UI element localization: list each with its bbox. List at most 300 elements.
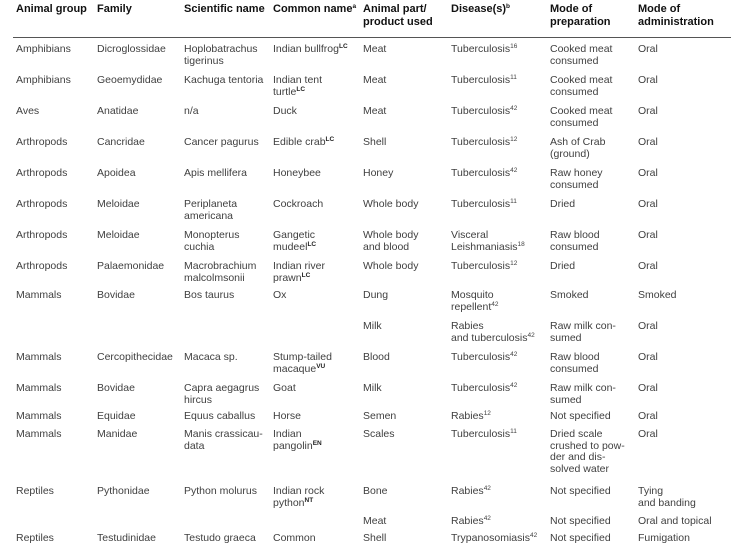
- cell-line: Mammals: [16, 289, 62, 301]
- cell-line: cuchia: [184, 240, 215, 253]
- cell-line: Oral: [638, 382, 658, 394]
- cell-mode-of-administration: [638, 230, 658, 242]
- cell-line: Smoked: [550, 289, 589, 301]
- cell-line: Periplaneta: [184, 198, 238, 210]
- cell-animal-part: [363, 516, 386, 528]
- footnote-marker: 11: [510, 198, 517, 205]
- cell-diseases: [451, 199, 517, 211]
- cell-mode-of-administration: [638, 290, 677, 302]
- cell-line: Goat: [273, 382, 296, 394]
- cell-line: Hoplobatrachus: [184, 43, 258, 55]
- cell-animal-group: [16, 533, 54, 545]
- cell-line: Tuberculosis: [451, 105, 511, 117]
- cell-mode-of-administration: [638, 106, 658, 118]
- footnote-marker: 18: [517, 240, 525, 248]
- cell-diseases: [451, 429, 517, 441]
- cell-line: Anatidae: [97, 105, 139, 117]
- footnote-marker: NT: [304, 496, 314, 504]
- cell-mode-of-preparation: [550, 516, 611, 528]
- cell-animal-part: [363, 321, 382, 333]
- cell-family: [97, 168, 136, 180]
- cell-line: Tuberculosis: [451, 428, 511, 440]
- header-family: Family: [97, 3, 132, 15]
- cell-line: Edible crab: [273, 136, 326, 148]
- cell-family: [97, 533, 156, 545]
- cell-line: python: [273, 496, 305, 509]
- cell-line: consumed: [550, 85, 599, 98]
- cell-line: Tuberculosis: [451, 167, 511, 179]
- cell-family: [97, 137, 145, 149]
- cell-line: Indian river: [273, 260, 325, 272]
- cell-line: Dung: [363, 289, 389, 301]
- cell-family: [97, 486, 150, 498]
- cell-diseases: [451, 261, 517, 273]
- cell-line: Raw milk con-: [550, 320, 616, 332]
- cell-mode-of-preparation: [550, 168, 603, 191]
- footnote-marker: 12: [510, 136, 518, 143]
- cell-line: americana: [184, 209, 234, 222]
- cell-line: malcolmsonii: [184, 271, 245, 284]
- cell-animal-group: [16, 411, 62, 423]
- cell-line: repellent: [451, 300, 492, 313]
- cell-line: Semen: [363, 410, 397, 422]
- cell-line: Meat: [363, 74, 387, 86]
- cell-common-name: [273, 486, 324, 509]
- cell-line: Shell: [363, 136, 387, 148]
- cell-mode-of-administration: [638, 168, 658, 180]
- cell-line: Rabies: [451, 410, 484, 422]
- footnote-marker: 12: [483, 410, 491, 417]
- cell-line: Arthropods: [16, 198, 68, 210]
- cell-line: Indian bullfrog: [273, 43, 339, 55]
- cell-common-name: [273, 383, 296, 395]
- cell-line: Oral: [638, 320, 658, 332]
- cell-line: Tuberculosis: [451, 136, 511, 148]
- cell-line: (ground): [550, 147, 590, 160]
- cell-mode-of-administration: [638, 533, 690, 545]
- footnote-marker: LC: [296, 85, 306, 93]
- cell-scientific-name: [184, 533, 256, 545]
- cell-animal-part: [363, 429, 395, 441]
- cell-mode-of-administration: [638, 137, 658, 149]
- cell-line: Meloidae: [97, 198, 140, 210]
- cell-line: Cooked meat: [550, 105, 613, 117]
- cell-family: [97, 383, 135, 395]
- cell-common-name: [273, 106, 297, 118]
- cell-mode-of-preparation: [550, 533, 611, 545]
- cell-line: Mosquito: [451, 289, 494, 301]
- cell-line: Manis crassicau-: [184, 428, 263, 440]
- cell-animal-group: [16, 429, 62, 441]
- cell-line: Meat: [363, 43, 387, 55]
- cell-scientific-name: [184, 383, 259, 406]
- cell-scientific-name: [184, 75, 263, 87]
- footnote-marker: LC: [325, 136, 335, 143]
- cell-family: [97, 230, 140, 242]
- cell-line: solved water: [550, 462, 609, 475]
- cell-family: [97, 199, 140, 211]
- cell-line: macaque: [273, 362, 317, 375]
- cell-line: Milk: [363, 320, 382, 332]
- cell-line: Raw blood: [550, 351, 600, 363]
- footnote-marker: LC: [301, 271, 311, 279]
- cell-line: hircus: [184, 393, 213, 406]
- cell-diseases: [451, 533, 537, 545]
- cell-line: Monopterus: [184, 229, 240, 241]
- cell-line: Tuberculosis: [451, 351, 511, 363]
- cell-mode-of-preparation: [550, 261, 575, 273]
- cell-line: Rabies: [451, 515, 484, 527]
- cell-line: Tuberculosis: [451, 382, 511, 394]
- cell-line: Tuberculosis: [451, 43, 511, 55]
- footnote-marker: 42: [527, 331, 535, 339]
- cell-line: Meat: [363, 105, 387, 117]
- cell-line: Oral: [638, 167, 658, 179]
- cell-line: Testudo graeca: [184, 532, 256, 544]
- cell-line: tigerinus: [184, 54, 224, 67]
- cell-animal-part: [363, 486, 388, 498]
- cell-common-name: [273, 261, 325, 284]
- cell-mode-of-administration: [638, 411, 658, 423]
- cell-animal-part: [363, 383, 382, 395]
- cell-line: Ox: [273, 289, 287, 301]
- cell-line: Shell: [363, 532, 387, 544]
- cell-animal-group: [16, 199, 67, 211]
- cell-line: Capra aegagrus: [184, 382, 260, 394]
- header-rule: [13, 37, 731, 38]
- cell-animal-part: [363, 137, 386, 149]
- cell-line: consumed: [550, 116, 599, 129]
- cell-line: turtle: [273, 85, 297, 98]
- header-diseases: $Disease(s)^b$: [451, 3, 511, 15]
- cell-line: Reptiles: [16, 532, 54, 544]
- cell-line: Stump-tailed: [273, 351, 332, 363]
- cell-common-name: [273, 230, 316, 253]
- cell-line: Indian rock: [273, 485, 325, 497]
- cell-scientific-name: [184, 199, 237, 222]
- cell-line: Not specified: [550, 532, 611, 544]
- cell-animal-part: [363, 44, 386, 56]
- cell-animal-group: [16, 75, 71, 87]
- cell-line: Horse: [273, 410, 302, 422]
- footnote-marker: 42: [491, 300, 499, 308]
- footnote-marker: 11: [510, 428, 517, 435]
- cell-line: Visceral: [451, 229, 489, 241]
- cell-line: Meat: [363, 515, 387, 527]
- cell-diseases: [451, 486, 491, 498]
- cell-line: Reptiles: [16, 485, 54, 497]
- cell-diseases: [451, 383, 517, 395]
- cell-diseases: [451, 290, 499, 313]
- cell-family: [97, 429, 137, 441]
- cell-line: Oral: [638, 105, 658, 117]
- cell-line: Cooked meat: [550, 43, 613, 55]
- cell-line: Cockroach: [273, 198, 324, 210]
- cell-mode-of-preparation: [550, 290, 589, 302]
- cell-line: Indian: [273, 428, 302, 440]
- cell-line: and tuberculosis: [451, 331, 528, 344]
- cell-line: Oral and topical: [638, 515, 712, 527]
- cell-scientific-name: [184, 44, 258, 67]
- cell-mode-of-administration: [638, 516, 712, 528]
- cell-animal-part: [363, 199, 418, 211]
- footnote-marker: 11: [510, 74, 517, 81]
- footnote-marker: EN: [312, 439, 322, 447]
- cell-mode-of-preparation: [550, 75, 612, 98]
- cell-line: consumed: [550, 240, 599, 253]
- cell-line: consumed: [550, 54, 599, 67]
- cell-animal-group: [16, 290, 62, 302]
- cell-line: Bos taurus: [184, 289, 235, 301]
- cell-line: Ash of Crab: [550, 136, 606, 148]
- cell-line: Aves: [16, 105, 40, 117]
- cell-line: consumed: [550, 362, 599, 375]
- cell-common-name: [273, 411, 301, 423]
- cell-line: Manidae: [97, 428, 138, 440]
- cell-mode-of-administration: [638, 321, 658, 333]
- footnote-marker: 12: [510, 260, 518, 267]
- cell-line: Amphibians: [16, 43, 71, 55]
- cell-common-name: [273, 44, 348, 56]
- cell-diseases: [451, 230, 525, 253]
- cell-animal-group: [16, 106, 39, 118]
- cell-line: Bovidae: [97, 382, 135, 394]
- cell-diseases: [451, 321, 535, 344]
- footnote-marker: 42: [510, 382, 518, 389]
- cell-mode-of-preparation: [550, 429, 625, 475]
- cell-line: Dried: [550, 260, 576, 272]
- cell-scientific-name: [184, 137, 259, 149]
- cell-family: [97, 75, 162, 87]
- cell-line: Mammals: [16, 410, 62, 422]
- cell-common-name: [273, 429, 322, 452]
- cell-animal-part: [363, 533, 386, 545]
- cell-line: Smoked: [638, 289, 677, 301]
- cell-line: Macrobrachium: [184, 260, 257, 272]
- cell-line: Fumigation: [638, 532, 690, 544]
- cell-animal-group: [16, 261, 67, 273]
- cell-diseases: [451, 168, 517, 180]
- cell-family: [97, 290, 135, 302]
- cell-mode-of-preparation: [550, 199, 575, 211]
- cell-line: Bovidae: [97, 289, 135, 301]
- cell-line: Macaca sp.: [184, 351, 238, 363]
- cell-mode-of-preparation: [550, 411, 611, 423]
- cell-mode-of-preparation: [550, 352, 600, 375]
- cell-line: Cooked meat: [550, 74, 613, 86]
- table-header: [0, 0, 740, 36]
- cell-common-name: [273, 75, 322, 98]
- cell-animal-part: [363, 290, 388, 302]
- cell-line: Oral: [638, 410, 658, 422]
- cell-line: Dicroglossidae: [97, 43, 166, 55]
- cell-line: Oral: [638, 229, 658, 241]
- cell-mode-of-preparation: [550, 321, 616, 344]
- cell-common-name: [273, 137, 334, 149]
- cell-line: Equus caballus: [184, 410, 256, 422]
- cell-line: Not specified: [550, 515, 611, 527]
- footnote-marker: 42: [529, 532, 538, 539]
- cell-line: Equidae: [97, 410, 136, 422]
- cell-line: Honey: [363, 167, 394, 179]
- cell-line: Not specified: [550, 485, 611, 497]
- footnote-marker: LC: [338, 43, 348, 50]
- cell-animal-part: [363, 75, 386, 87]
- cell-line: Oral: [638, 428, 658, 440]
- cell-diseases: [451, 411, 491, 423]
- header-scientific-name: Scientific name: [184, 3, 265, 15]
- cell-diseases: [451, 106, 517, 118]
- cell-line: Tying: [638, 485, 664, 497]
- cell-line: data: [184, 439, 205, 452]
- cell-line: der and dis-: [550, 451, 606, 463]
- cell-line: Rabies: [451, 485, 484, 497]
- header-animal-group: Animal group: [16, 3, 87, 15]
- cell-line: Raw milk con-: [550, 382, 616, 394]
- cell-diseases: [451, 75, 517, 87]
- cell-line: Bone: [363, 485, 388, 497]
- cell-line: Gangetic: [273, 229, 316, 241]
- cell-line: Mammals: [16, 351, 62, 363]
- cell-line: pangolin: [273, 439, 313, 452]
- cell-diseases: [451, 44, 517, 56]
- cell-line: Mammals: [16, 382, 62, 394]
- footnote-marker: 42: [483, 515, 491, 522]
- cell-animal-group: [16, 352, 62, 364]
- cell-line: Mammals: [16, 428, 62, 440]
- cell-line: Honeybee: [273, 167, 321, 179]
- cell-line: Dried: [550, 198, 576, 210]
- cell-mode-of-preparation: [550, 230, 600, 253]
- cell-animal-group: [16, 137, 67, 149]
- cell-scientific-name: [184, 106, 199, 118]
- cell-scientific-name: [184, 168, 247, 180]
- cell-mode-of-administration: [638, 199, 658, 211]
- cell-line: Geoemydidae: [97, 74, 163, 86]
- footnote-marker: 42: [483, 485, 491, 492]
- cell-mode-of-preparation: [550, 44, 612, 67]
- cell-scientific-name: [184, 261, 256, 284]
- cell-line: Kachuga tentoria: [184, 74, 264, 86]
- cell-line: consumed: [550, 178, 599, 191]
- cell-mode-of-administration: [638, 352, 658, 364]
- cell-line: Whole body: [363, 260, 419, 272]
- cell-animal-part: [363, 230, 418, 253]
- cell-mode-of-preparation: [550, 383, 616, 406]
- cell-line: sumed: [550, 331, 582, 344]
- cell-mode-of-administration: [638, 383, 658, 395]
- cell-animal-part: [363, 261, 418, 273]
- cell-line: Tuberculosis: [451, 74, 511, 86]
- cell-line: Whole body: [363, 198, 419, 210]
- footnote-marker: VU: [316, 362, 326, 370]
- cell-line: Cancer pagurus: [184, 136, 259, 148]
- cell-diseases: [451, 137, 517, 149]
- cell-line: Blood: [363, 351, 390, 363]
- cell-mode-of-administration: [638, 486, 696, 509]
- cell-scientific-name: [184, 290, 234, 302]
- cell-line: and blood: [363, 240, 410, 253]
- cell-common-name: [273, 533, 316, 545]
- cell-line: Oral: [638, 136, 658, 148]
- cell-line: Rabies: [451, 320, 484, 332]
- cell-mode-of-preparation: [550, 486, 611, 498]
- cell-line: Arthropods: [16, 167, 68, 179]
- cell-scientific-name: [184, 429, 263, 452]
- cell-line: Oral: [638, 198, 658, 210]
- cell-line: Apoidea: [97, 167, 136, 179]
- cell-line: Trypanosomiasis: [451, 532, 530, 544]
- header-mode-of-preparation: Mode of preparation: [550, 3, 611, 28]
- cell-animal-group: [16, 486, 54, 498]
- cell-common-name: [273, 352, 332, 375]
- cell-line: Cancridae: [97, 136, 145, 148]
- cell-line: Oral: [638, 351, 658, 363]
- cell-line: and banding: [638, 496, 696, 509]
- cell-family: [97, 106, 138, 118]
- cell-line: Not specified: [550, 410, 611, 422]
- cell-family: [97, 44, 166, 56]
- cell-line: Oral: [638, 260, 658, 272]
- cell-animal-part: [363, 352, 390, 364]
- cell-line: n/a: [184, 105, 199, 117]
- cell-line: prawn: [273, 271, 302, 284]
- cell-line: Testudinidae: [97, 532, 156, 544]
- cell-animal-group: [16, 383, 62, 395]
- cell-line: Indian tent: [273, 74, 323, 86]
- cell-animal-part: [363, 168, 393, 180]
- cell-line: Raw honey: [550, 167, 603, 179]
- cell-line: Arthropods: [16, 136, 68, 148]
- header-common-name: Common name$^a$: [273, 3, 357, 15]
- cell-line: Meloidae: [97, 229, 140, 241]
- cell-line: Dried scale: [550, 428, 603, 440]
- footnote-marker: 42: [510, 167, 518, 174]
- cell-line: Palaemonidae: [97, 260, 165, 272]
- cell-line: Common: [273, 532, 316, 544]
- cell-animal-group: [16, 168, 67, 180]
- cell-mode-of-administration: [638, 75, 658, 87]
- cell-line: Amphibians: [16, 74, 71, 86]
- cell-diseases: [451, 352, 517, 364]
- cell-common-name: [273, 168, 321, 180]
- cell-family: [97, 261, 164, 273]
- cell-line: Python molurus: [184, 485, 257, 497]
- cell-animal-group: [16, 230, 67, 242]
- cell-animal-part: [363, 411, 396, 423]
- cell-line: crushed to pow-: [550, 439, 625, 452]
- cell-line: mudeel: [273, 240, 308, 253]
- cell-line: Milk: [363, 382, 382, 394]
- header-animal-part: Animal part/ product used: [363, 3, 433, 28]
- cell-common-name: [273, 199, 323, 211]
- cell-common-name: [273, 290, 286, 302]
- cell-family: [97, 352, 173, 364]
- cell-line: Oral: [638, 43, 658, 55]
- cell-line: Tuberculosis: [451, 260, 511, 272]
- cell-mode-of-administration: [638, 261, 658, 273]
- cell-mode-of-preparation: [550, 137, 605, 160]
- cell-line: Tuberculosis: [451, 198, 511, 210]
- footnote-marker: 16: [510, 43, 518, 50]
- cell-diseases: [451, 516, 491, 528]
- cell-animal-part: [363, 106, 386, 118]
- cell-scientific-name: [184, 230, 239, 253]
- cell-line: sumed: [550, 393, 582, 406]
- cell-line: Pythonidae: [97, 485, 150, 497]
- cell-mode-of-administration: [638, 44, 658, 56]
- cell-family: [97, 411, 136, 423]
